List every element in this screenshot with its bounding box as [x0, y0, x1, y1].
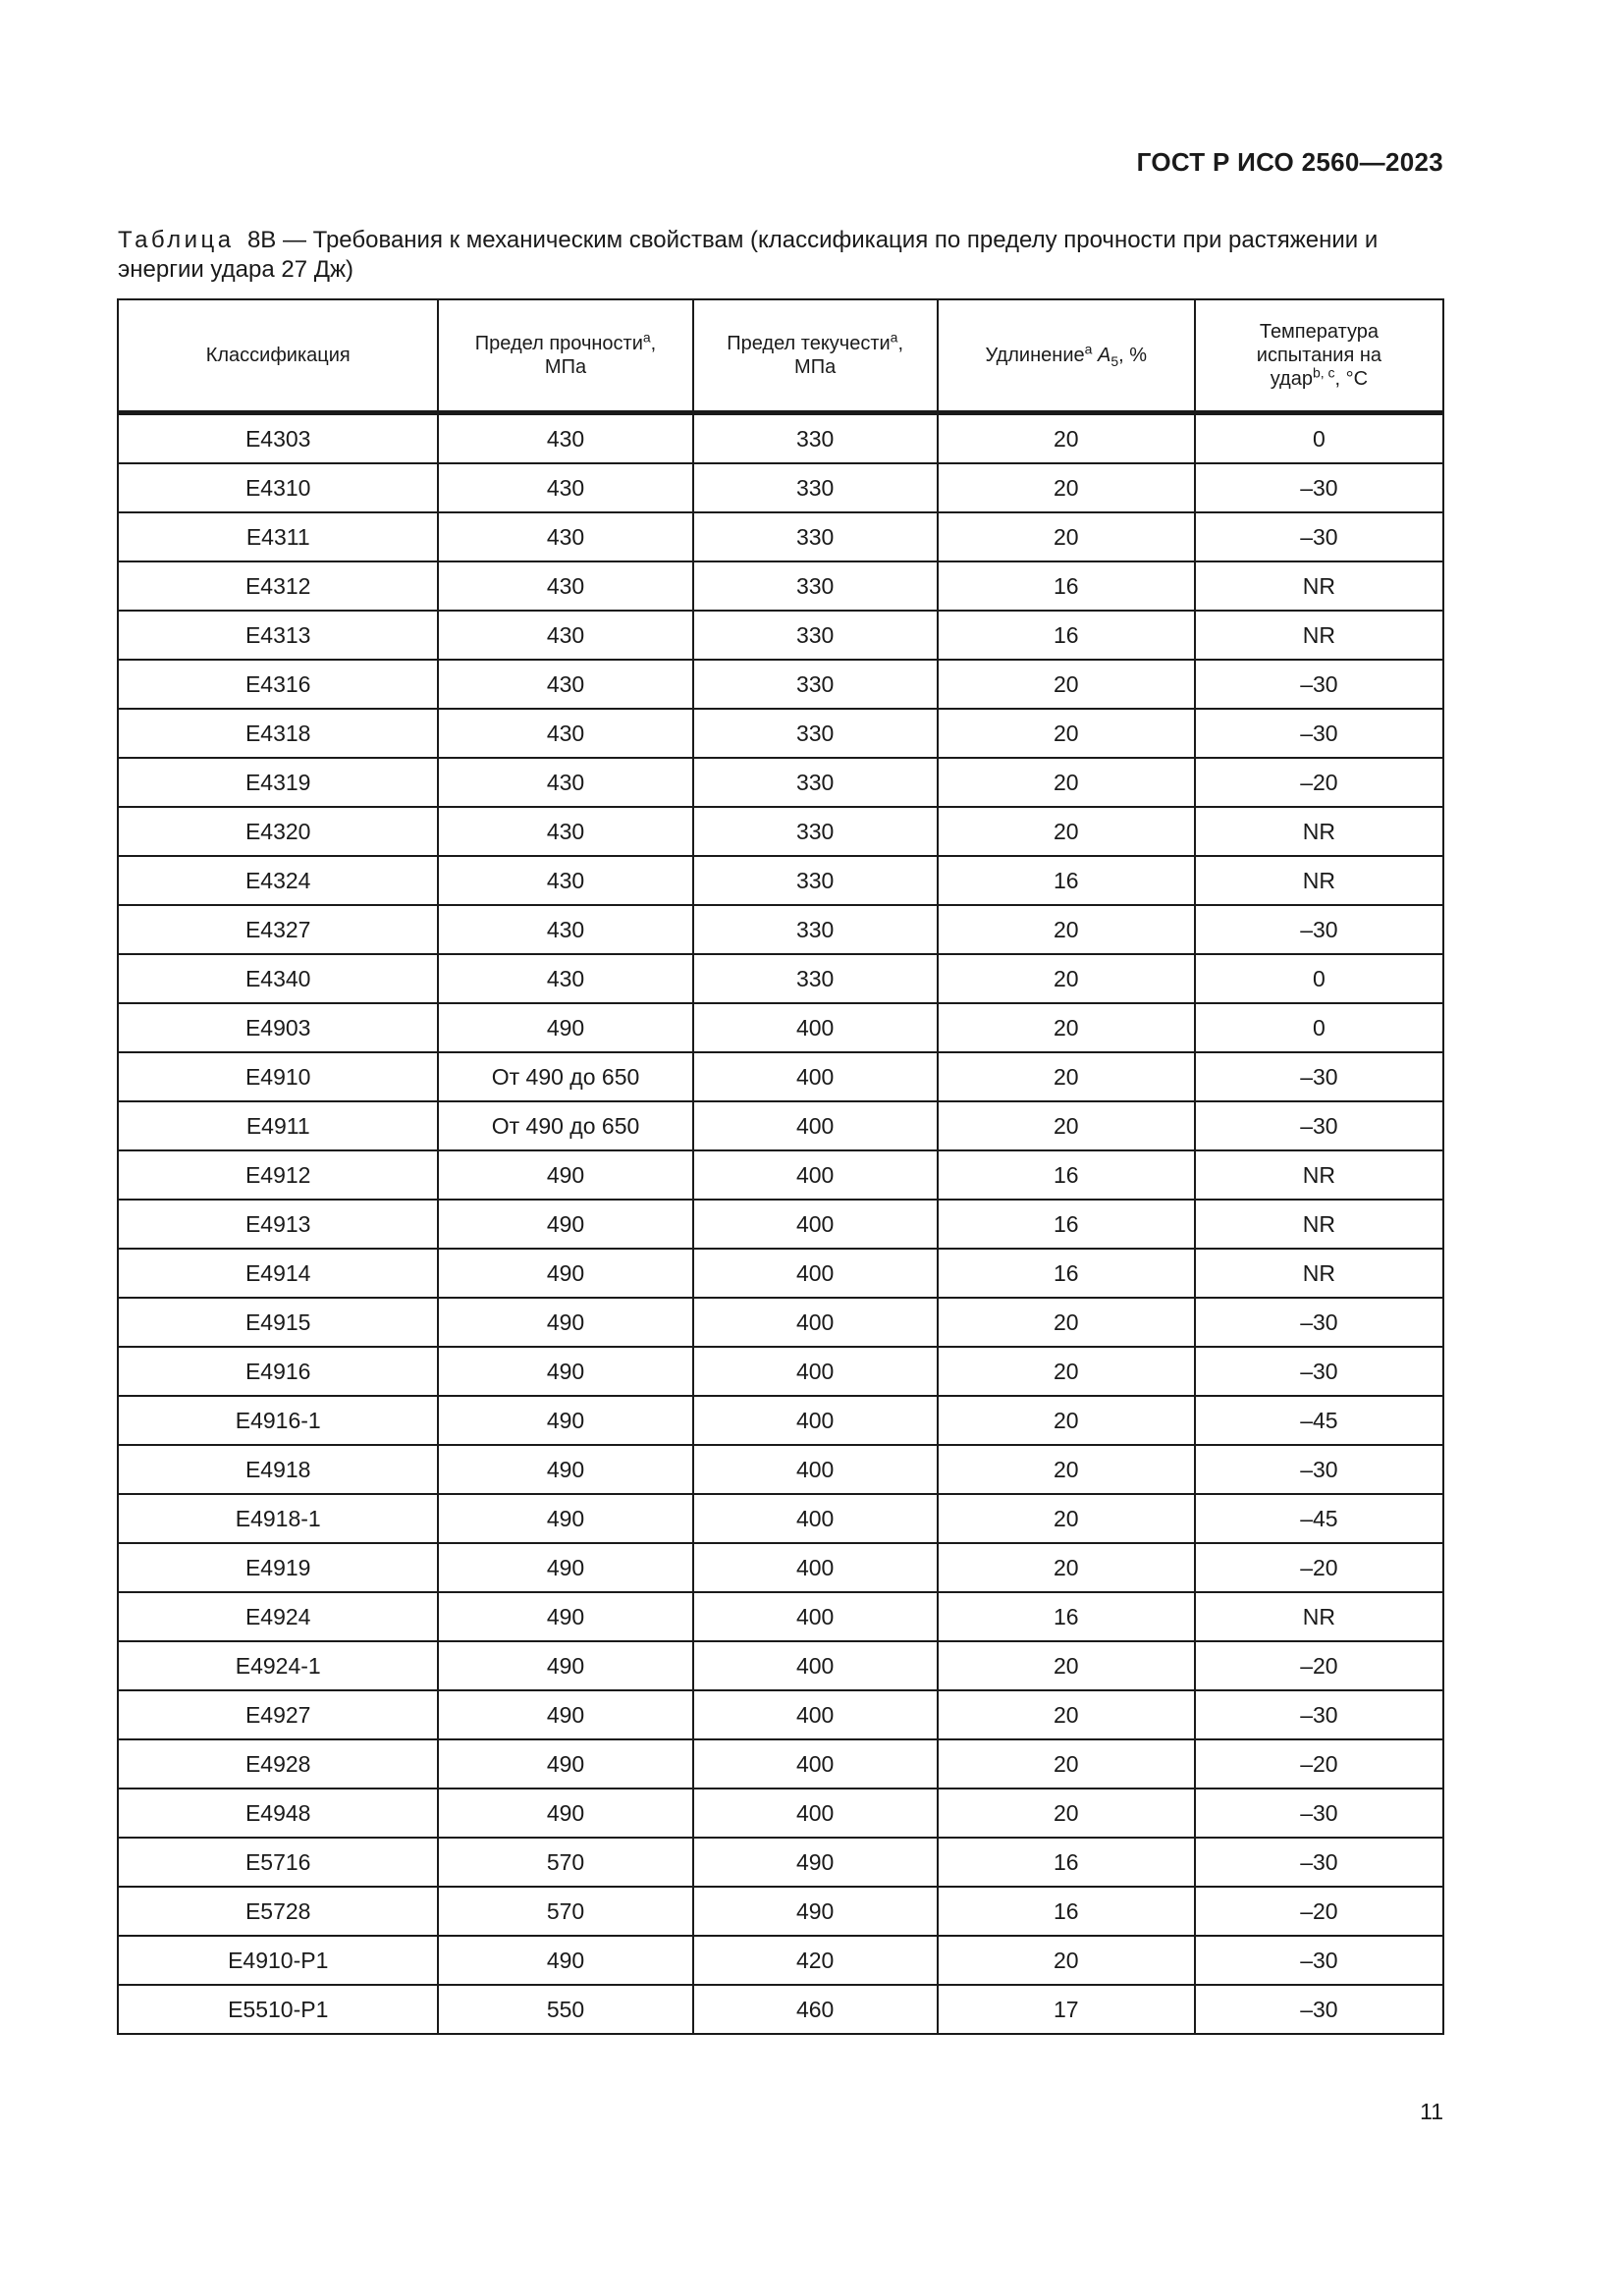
cell-yield-strength: 400: [693, 1101, 938, 1150]
cell-elongation: 20: [938, 1101, 1195, 1150]
cell-elongation: 20: [938, 413, 1195, 464]
cell-impact-temperature: –20: [1195, 1543, 1443, 1592]
cell-classification: E4303: [118, 413, 438, 464]
cell-impact-temperature: –20: [1195, 1739, 1443, 1789]
cell-yield-strength: 400: [693, 1641, 938, 1690]
cell-elongation: 20: [938, 1003, 1195, 1052]
table-row: [118, 1200, 1443, 1249]
cell-impact-temperature: NR: [1195, 1200, 1443, 1249]
page-number: 11: [1420, 2099, 1443, 2124]
document-standard-id: ГОСТ Р ИСО 2560—2023: [1136, 147, 1443, 177]
cell-yield-strength: 330: [693, 561, 938, 611]
cell-yield-strength: 400: [693, 1690, 938, 1739]
cell-elongation: 17: [938, 1985, 1195, 2034]
cell-yield-strength: 330: [693, 660, 938, 709]
cell-yield-strength: 330: [693, 758, 938, 807]
cell-yield-strength: 400: [693, 1494, 938, 1543]
cell-elongation: 20: [938, 1347, 1195, 1396]
cell-yield-strength: 400: [693, 1052, 938, 1101]
cell-impact-temperature: –30: [1195, 512, 1443, 561]
cell-tensile-strength: 490: [438, 1298, 692, 1347]
mechanical-properties-table: [117, 298, 1444, 2035]
header-yield-strength: Предел текучести$^a$, МПа: [693, 299, 938, 413]
cell-tensile-strength: 430: [438, 463, 692, 512]
header-classification: Классификация: [118, 299, 438, 413]
cell-impact-temperature: –20: [1195, 1887, 1443, 1936]
cell-classification: E4903: [118, 1003, 438, 1052]
cell-tensile-strength: 430: [438, 611, 692, 660]
cell-classification: E4316: [118, 660, 438, 709]
table-row: [118, 1150, 1443, 1200]
cell-elongation: 16: [938, 1200, 1195, 1249]
cell-tensile-strength: 490: [438, 1150, 692, 1200]
cell-elongation: 16: [938, 856, 1195, 905]
cell-impact-temperature: –45: [1195, 1396, 1443, 1445]
cell-yield-strength: 400: [693, 1150, 938, 1200]
header-elongation: Удлинение$^a$ $A_5$, %: [938, 299, 1195, 413]
cell-tensile-strength: 430: [438, 512, 692, 561]
cell-tensile-strength: От 490 до 650: [438, 1101, 692, 1150]
cell-elongation: 20: [938, 709, 1195, 758]
cell-impact-temperature: NR: [1195, 611, 1443, 660]
cell-elongation: 20: [938, 954, 1195, 1003]
cell-yield-strength: 420: [693, 1936, 938, 1985]
cell-elongation: 20: [938, 1936, 1195, 1985]
cell-impact-temperature: –30: [1195, 1298, 1443, 1347]
cell-impact-temperature: –30: [1195, 1101, 1443, 1150]
cell-classification: E4915: [118, 1298, 438, 1347]
cell-impact-temperature: –30: [1195, 1347, 1443, 1396]
cell-impact-temperature: NR: [1195, 561, 1443, 611]
cell-elongation: 16: [938, 1249, 1195, 1298]
cell-classification: E4910-P1: [118, 1936, 438, 1985]
table-row: [118, 1936, 1443, 1985]
cell-impact-temperature: NR: [1195, 1249, 1443, 1298]
cell-tensile-strength: 430: [438, 561, 692, 611]
cell-tensile-strength: 490: [438, 1789, 692, 1838]
table-row: [118, 1347, 1443, 1396]
cell-classification: E4928: [118, 1739, 438, 1789]
cell-elongation: 20: [938, 1739, 1195, 1789]
cell-elongation: 20: [938, 660, 1195, 709]
table-row: [118, 1641, 1443, 1690]
cell-elongation: 20: [938, 1396, 1195, 1445]
cell-classification: E4948: [118, 1789, 438, 1838]
cell-classification: E4311: [118, 512, 438, 561]
table-row: [118, 1052, 1443, 1101]
header-tensile-strength: Предел прочности$^a$, МПа: [438, 299, 692, 413]
cell-yield-strength: 400: [693, 1249, 938, 1298]
table-caption-label: Таблица: [118, 227, 235, 253]
table-row: [118, 1494, 1443, 1543]
table-row: [118, 1887, 1443, 1936]
cell-elongation: 20: [938, 905, 1195, 954]
cell-impact-temperature: NR: [1195, 807, 1443, 856]
cell-classification: E4919: [118, 1543, 438, 1592]
table-row: [118, 1838, 1443, 1887]
cell-classification: E5716: [118, 1838, 438, 1887]
table-row: [118, 1789, 1443, 1838]
cell-yield-strength: 330: [693, 856, 938, 905]
table-row: [118, 807, 1443, 856]
table-row: [118, 1249, 1443, 1298]
cell-classification: E4912: [118, 1150, 438, 1200]
table-row: [118, 1985, 1443, 2034]
cell-classification: E5510-P1: [118, 1985, 438, 2034]
cell-elongation: 20: [938, 1789, 1195, 1838]
cell-impact-temperature: 0: [1195, 1003, 1443, 1052]
cell-tensile-strength: От 490 до 650: [438, 1052, 692, 1101]
table-row: [118, 1445, 1443, 1494]
table-row: [118, 660, 1443, 709]
cell-elongation: 16: [938, 561, 1195, 611]
cell-tensile-strength: 490: [438, 1200, 692, 1249]
cell-classification: E4910: [118, 1052, 438, 1101]
table-row: [118, 905, 1443, 954]
cell-classification: E4924-1: [118, 1641, 438, 1690]
cell-tensile-strength: 430: [438, 856, 692, 905]
cell-yield-strength: 330: [693, 905, 938, 954]
cell-impact-temperature: –30: [1195, 905, 1443, 954]
cell-impact-temperature: –30: [1195, 709, 1443, 758]
table-header-row: [118, 299, 1443, 413]
cell-impact-temperature: –30: [1195, 1985, 1443, 2034]
cell-tensile-strength: 570: [438, 1887, 692, 1936]
cell-classification: E4918: [118, 1445, 438, 1494]
cell-impact-temperature: 0: [1195, 413, 1443, 464]
cell-tensile-strength: 550: [438, 1985, 692, 2034]
cell-classification: E4913: [118, 1200, 438, 1249]
cell-tensile-strength: 490: [438, 1347, 692, 1396]
header-impact-test-temperature: Температура испытания на удар$^{b, c}$, °C: [1195, 299, 1443, 413]
cell-tensile-strength: 490: [438, 1249, 692, 1298]
cell-yield-strength: 400: [693, 1396, 938, 1445]
cell-tensile-strength: 430: [438, 709, 692, 758]
cell-yield-strength: 330: [693, 413, 938, 464]
cell-impact-temperature: NR: [1195, 1592, 1443, 1641]
cell-impact-temperature: 0: [1195, 954, 1443, 1003]
cell-tensile-strength: 430: [438, 954, 692, 1003]
cell-classification: E4927: [118, 1690, 438, 1739]
table-row: [118, 1396, 1443, 1445]
cell-tensile-strength: 430: [438, 413, 692, 464]
cell-elongation: 20: [938, 1641, 1195, 1690]
cell-classification: E4318: [118, 709, 438, 758]
cell-classification: E4320: [118, 807, 438, 856]
cell-classification: E4924: [118, 1592, 438, 1641]
cell-tensile-strength: 490: [438, 1003, 692, 1052]
cell-classification: E4312: [118, 561, 438, 611]
table-row: [118, 954, 1443, 1003]
cell-elongation: 20: [938, 758, 1195, 807]
cell-classification: E4319: [118, 758, 438, 807]
table-caption: [118, 226, 1443, 285]
cell-tensile-strength: 570: [438, 1838, 692, 1887]
cell-classification: E4916-1: [118, 1396, 438, 1445]
cell-tensile-strength: 490: [438, 1739, 692, 1789]
cell-elongation: 16: [938, 1150, 1195, 1200]
cell-elongation: 20: [938, 1445, 1195, 1494]
cell-yield-strength: 400: [693, 1200, 938, 1249]
table-row: [118, 1003, 1443, 1052]
cell-classification: E4324: [118, 856, 438, 905]
cell-tensile-strength: 490: [438, 1543, 692, 1592]
table-caption-text: 8B — Требования к механическим свойствам (классификация по пределу прочности при растяжении и энергии удара 27 Дж): [118, 227, 1379, 283]
cell-impact-temperature: –30: [1195, 463, 1443, 512]
cell-elongation: 20: [938, 1494, 1195, 1543]
cell-tensile-strength: 490: [438, 1396, 692, 1445]
cell-elongation: 20: [938, 512, 1195, 561]
cell-classification: E4313: [118, 611, 438, 660]
cell-classification: E4916: [118, 1347, 438, 1396]
cell-yield-strength: 400: [693, 1298, 938, 1347]
cell-tensile-strength: 490: [438, 1592, 692, 1641]
cell-classification: E4340: [118, 954, 438, 1003]
cell-impact-temperature: –30: [1195, 1789, 1443, 1838]
cell-yield-strength: 400: [693, 1445, 938, 1494]
cell-classification: E5728: [118, 1887, 438, 1936]
cell-classification: E4327: [118, 905, 438, 954]
cell-tensile-strength: 430: [438, 660, 692, 709]
cell-impact-temperature: NR: [1195, 1150, 1443, 1200]
cell-impact-temperature: –20: [1195, 1641, 1443, 1690]
cell-elongation: 20: [938, 807, 1195, 856]
cell-impact-temperature: –30: [1195, 1445, 1443, 1494]
cell-elongation: 16: [938, 1887, 1195, 1936]
cell-yield-strength: 400: [693, 1739, 938, 1789]
cell-tensile-strength: 490: [438, 1641, 692, 1690]
cell-yield-strength: 490: [693, 1887, 938, 1936]
table-row: [118, 463, 1443, 512]
cell-yield-strength: 330: [693, 512, 938, 561]
table-row: [118, 561, 1443, 611]
cell-elongation: 16: [938, 1592, 1195, 1641]
table-row: [118, 856, 1443, 905]
cell-tensile-strength: 490: [438, 1936, 692, 1985]
table-row: [118, 1739, 1443, 1789]
cell-impact-temperature: –30: [1195, 1690, 1443, 1739]
cell-tensile-strength: 490: [438, 1445, 692, 1494]
table-row: [118, 1101, 1443, 1150]
table-row: [118, 1690, 1443, 1739]
cell-tensile-strength: 430: [438, 807, 692, 856]
cell-yield-strength: 330: [693, 954, 938, 1003]
cell-tensile-strength: 430: [438, 758, 692, 807]
cell-elongation: 20: [938, 1543, 1195, 1592]
table-row: [118, 611, 1443, 660]
table-row: [118, 413, 1443, 464]
cell-elongation: 20: [938, 463, 1195, 512]
cell-tensile-strength: 490: [438, 1690, 692, 1739]
table-row: [118, 512, 1443, 561]
cell-yield-strength: 400: [693, 1592, 938, 1641]
cell-elongation: 20: [938, 1298, 1195, 1347]
table-row: [118, 1592, 1443, 1641]
cell-yield-strength: 400: [693, 1543, 938, 1592]
cell-impact-temperature: –30: [1195, 1838, 1443, 1887]
cell-yield-strength: 400: [693, 1347, 938, 1396]
cell-impact-temperature: –30: [1195, 1052, 1443, 1101]
cell-impact-temperature: NR: [1195, 856, 1443, 905]
cell-yield-strength: 330: [693, 611, 938, 660]
table-row: [118, 1298, 1443, 1347]
cell-yield-strength: 400: [693, 1789, 938, 1838]
cell-classification: E4918-1: [118, 1494, 438, 1543]
cell-yield-strength: 330: [693, 463, 938, 512]
cell-elongation: 16: [938, 1838, 1195, 1887]
table-row: [118, 709, 1443, 758]
cell-yield-strength: 330: [693, 709, 938, 758]
cell-tensile-strength: 430: [438, 905, 692, 954]
cell-impact-temperature: –30: [1195, 660, 1443, 709]
cell-yield-strength: 330: [693, 807, 938, 856]
table-body: [118, 413, 1443, 2035]
cell-classification: E4911: [118, 1101, 438, 1150]
cell-elongation: 20: [938, 1052, 1195, 1101]
cell-yield-strength: 490: [693, 1838, 938, 1887]
cell-elongation: 20: [938, 1690, 1195, 1739]
table-row: [118, 1543, 1443, 1592]
table-row: [118, 758, 1443, 807]
cell-classification: E4914: [118, 1249, 438, 1298]
cell-yield-strength: 460: [693, 1985, 938, 2034]
cell-elongation: 16: [938, 611, 1195, 660]
cell-yield-strength: 400: [693, 1003, 938, 1052]
cell-impact-temperature: –30: [1195, 1936, 1443, 1985]
cell-impact-temperature: –45: [1195, 1494, 1443, 1543]
cell-impact-temperature: –20: [1195, 758, 1443, 807]
cell-classification: E4310: [118, 463, 438, 512]
cell-tensile-strength: 490: [438, 1494, 692, 1543]
